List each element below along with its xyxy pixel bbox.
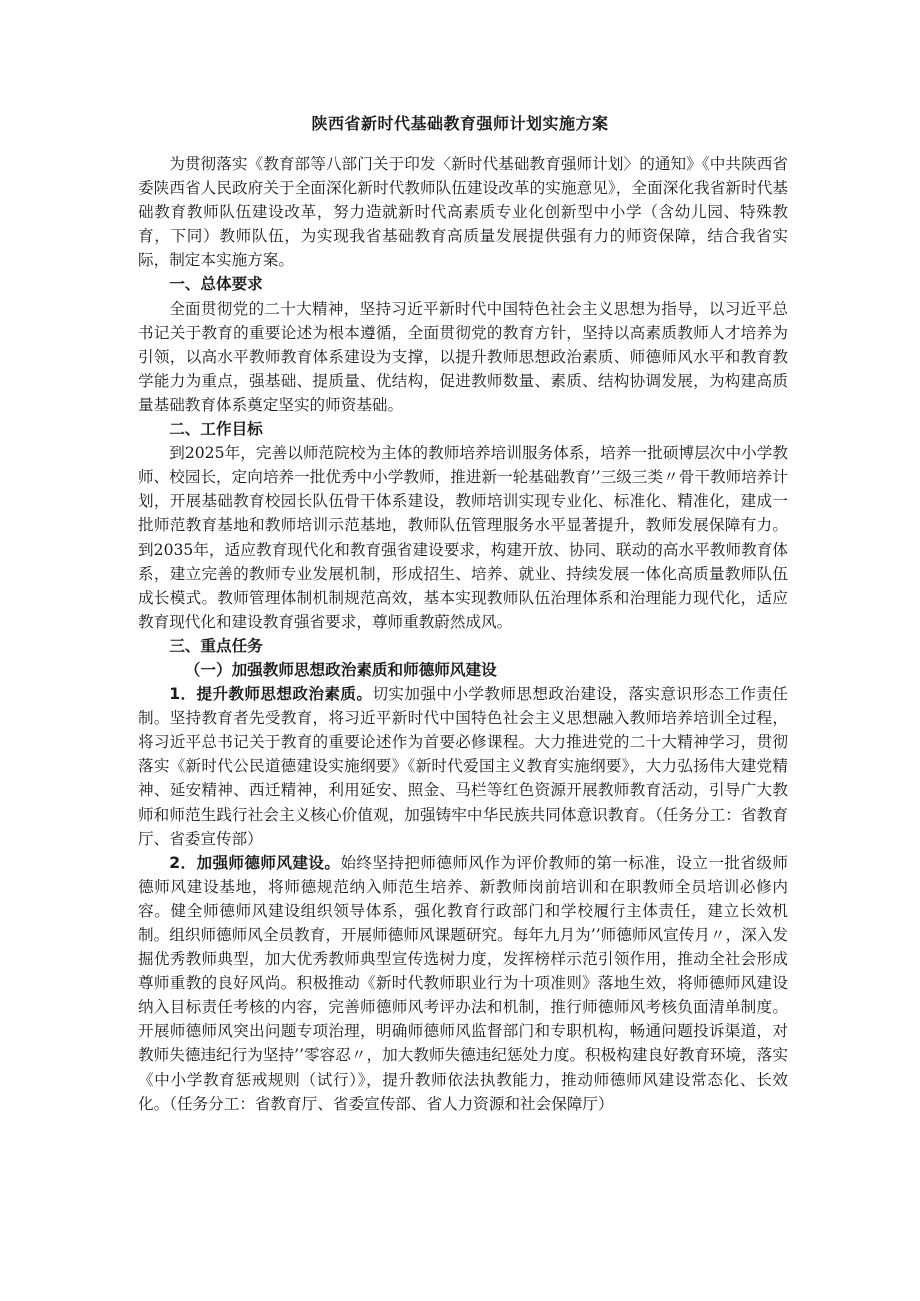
section-heading-general-requirements: 一、总体要求 (169, 275, 263, 294)
task-item-1-lead: 1．提升教师思想政治素质。 (169, 685, 373, 704)
task-item-2-lead: 2．加强师德师风建设。 (169, 853, 341, 872)
task-item-2 (138, 851, 788, 1116)
document-body (138, 152, 788, 1116)
task-item-1-text: 切实加强中小学教师思想政治建设，落实意识形态工作责任制。坚持教育者先受教育，将习近平新时代中国特色社会主义思想融入教师培养培训全过程，将习近平总书记关于教育的重要论述作为首要必修课程。大力推进党的二十大精神学习，贯彻落实《新时代公民道德建设实施纲要》《新时代爱国主义教育实施纲要》，大力弘扬伟大建党精神、延安精神、西迁精神，利用延安、照金、马栏等红色资源开展教师教育活动，引导广大教师和师范生践行社会主义核心价值观，加强铸牢中华民族共同体意识教育。（任务分工：省教育厅、省委宣传部） (138, 685, 788, 848)
intro-paragraph: 为贯彻落实《教育部等八部门关于印发〈新时代基础教育强师计划〉的通知》《中共陕西省委陕西省人民政府关于全面深化新时代教师队伍建设改革的实施意见》，全面深化我省新时代基础教育教师队伍建设改革，努力造就新时代高素质专业化创新型中小学（含幼儿园、特殊教育，下同）教师队伍，为实现我省基础教育高质量发展提供强有力的师资保障，结合我省实际，制定本实施方案。 (138, 155, 788, 270)
task-item-2-text: 始终坚持把师德师风作为评价教师的第一标准，设立一批省级师德师风建设基地，将师德规范纳入师范生培养、新教师岗前培训和在职教师全员培训必修内容。健全师德师风建设组织领导体系，强化教育行政部门和学校履行主体责任，建立长效机制。组织师德师风全员教育，开展师德师风课题研究。每年九月为’’师德师风宣传月〃，深入发掘优秀教师典型，加大优秀教师典型宣传选树力度，发挥榜样示范引领作用，推动全社会形成尊师重教的良好风尚。积极推动《新时代教师职业行为十项准则》落地生效，将师德师风建设纳入目标责任考核的内容，完善师德师风考评办法和机制，推行师德师风考核负面清单制度。开展师德师风突出问题专项治理，明确师德师风监督部门和专职机构，畅通问题投诉渠道，对教师失德违纪行为坚持’’零容忍〃，加大教师失德违纪惩处力度。积极构建良好教育环境，落实《中小学教育惩戒规则（试行）》，提升教师依法执教能力，推动师德师风建设常态化、长效化。（任务分工：省教育厅、省委宣传部、省人力资源和社会保障厅） (138, 853, 788, 1113)
section-heading-work-goals: 二、工作目标 (169, 420, 263, 439)
work-goals-paragraph: 到2025年，完善以师范院校为主体的教师培养培训服务体系，培养一批硕博层次中小学教师、校园长，定向培养一批优秀中小学教师，推进新一轮基础教育’’三级三类〃骨干教师培养计划，开展基础教育校园长队伍骨干体系建设，教师培训实现专业化、标准化、精准化，建成一批师范教育基地和教师培训示范基地，教师队伍管理服务水平显著提升，教师发展保障有力。到2035年，适应教育现代化和教育强省建设要求，构建开放、协同、联动的高水平教师教育体系，建立完善的教师专业发展机制，形成招生、培养、就业、持续发展一体化高质量教师队伍成长模式。教师管理体制机制规范高效，基本实现教师队伍治理体系和治理能力现代化，适应教育现代化和建设教育强省要求，尊师重教蔚然成风。 (138, 444, 788, 631)
general-requirements-paragraph: 全面贯彻党的二十大精神，坚持习近平新时代中国特色社会主义思想为指导，以习近平总书记关于教育的重要论述为根本遵循，全面贯彻党的教育方针，坚持以高素质教师人才培养为引领，以高水平教师教育体系建设为支撑，以提升教师思想政治素质、师德师风水平和教育教学能力为重点，强基础、提质量、优结构，促进教师数量、素质、结构协调发展，为构建高质量基础教育体系奠定坚实的师资基础。 (138, 299, 788, 414)
document-title: 陕西省新时代基础教育强师计划实施方案 (311, 114, 609, 133)
task-item-1 (138, 682, 788, 851)
subsection-heading-ethics: （一）加强教师思想政治素质和师德师风建设 (184, 660, 497, 679)
section-heading-key-tasks: 三、重点任务 (169, 636, 263, 655)
